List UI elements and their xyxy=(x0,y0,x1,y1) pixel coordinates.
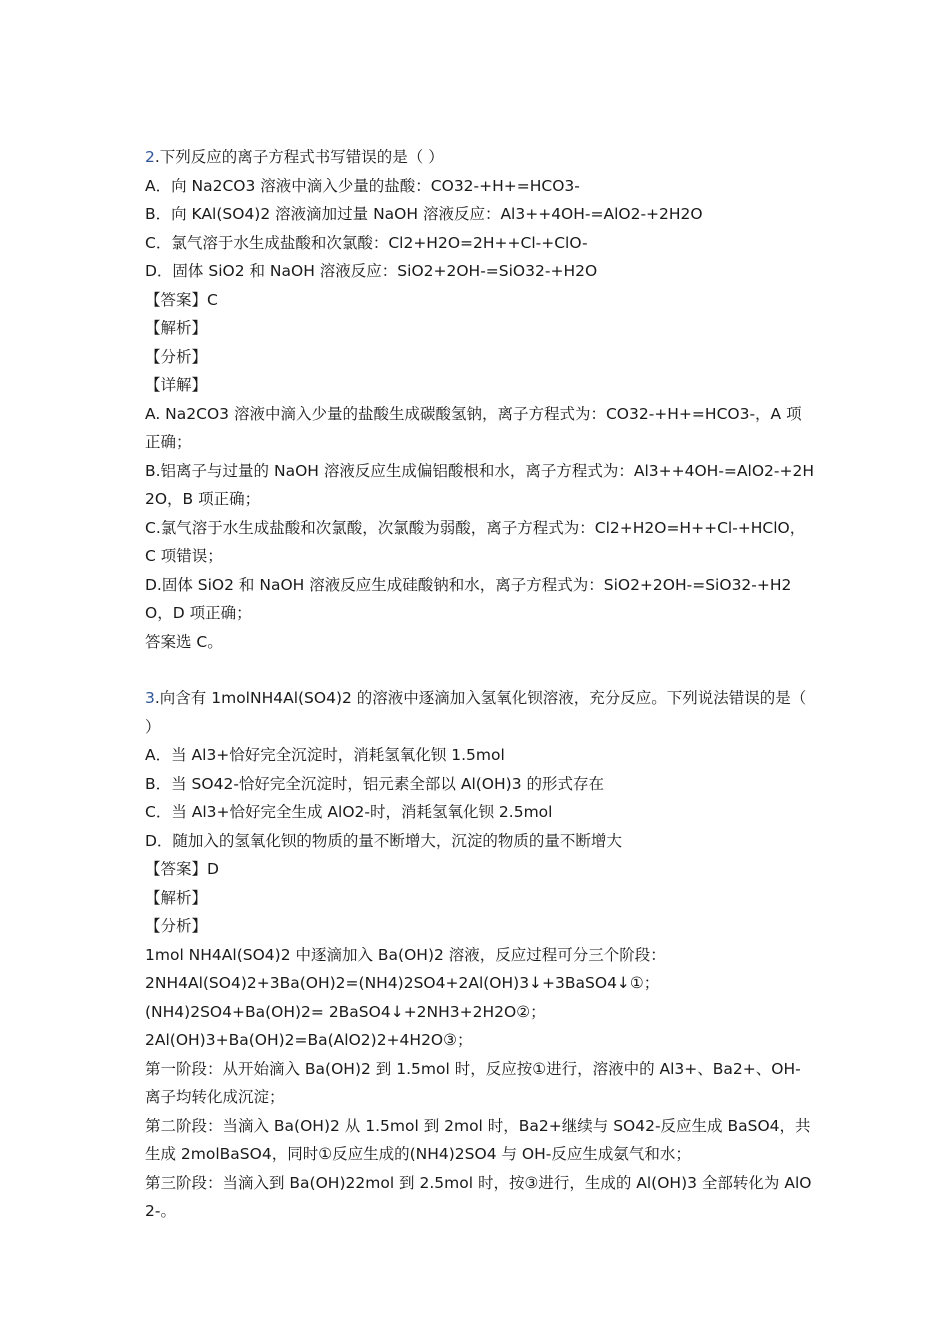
q3-stage-3: 第三阶段：当滴入到 Ba(OH)22mol 到 2.5mol 时，按③进行，生成的 Al(OH)3 全部转化为 AlO2-。 xyxy=(145,1173,812,1220)
q2-detail-b: B.铝离子与过量的 NaOH 溶液反应生成偏铝酸根和水，离子方程式为：Al3++4OH-=AlO2-+2H2O，B 项正确； xyxy=(145,461,814,508)
q2-option-c: C．氯气溶于水生成盐酸和次氯酸：Cl2+H2O=2H++Cl-+ClO- xyxy=(145,233,588,252)
q3-intro: 1mol NH4Al(SO4)2 中逐滴加入 Ba(OH)2 溶液，反应过程可分三个阶段： xyxy=(145,945,666,964)
document-page xyxy=(145,143,815,1226)
q2-option-b: B．向 KAl(SO4)2 溶液滴加过量 NaOH 溶液反应：Al3++4OH-=AlO2-+2H2O xyxy=(145,205,703,223)
q2-fenxi-heading: 【分析】 xyxy=(145,347,208,366)
q3-equation-3: 2Al(OH)3+Ba(OH)2=Ba(AlO2)2+4H2O③； xyxy=(145,1031,473,1049)
q2-detail-heading: 【详解】 xyxy=(145,376,208,394)
q2-detail-a: A. Na2CO3 溶液中滴入少量的盐酸生成碳酸氢钠，离子方程式为：CO32-+H+=HCO3-，A 项正确； xyxy=(145,404,802,451)
q3-stem: .向含有 1molNH4Al(SO4)2 的溶液中逐滴加入氢氧化钡溶液，充分反应。下列说法错误的是（ ） xyxy=(145,689,807,736)
q2-number: 2 xyxy=(145,148,155,166)
q3-answer: 【答案】D xyxy=(145,860,219,878)
q3-option-d: D．随加入的氢氧化钡的物质的量不断增大，沉淀的物质的量不断增大 xyxy=(145,831,622,850)
q2-detail-d: D.固体 SiO2 和 NaOH 溶液反应生成硅酸钠和水，离子方程式为：SiO2+2OH-=SiO32-+H2O，D 项正确； xyxy=(145,575,792,622)
q2-analysis-heading: 【解析】 xyxy=(145,319,208,337)
q3-analysis-heading: 【解析】 xyxy=(145,888,208,907)
q3-option-c: C．当 Al3+恰好完全生成 AlO2-时，消耗氢氧化钡 2.5mol xyxy=(145,803,553,821)
q2-conclusion: 答案选 C。 xyxy=(145,632,223,651)
q3-equation-2: (NH4)2SO4+Ba(OH)2= 2BaSO4↓+2NH3+2H2O②； xyxy=(145,1002,546,1021)
q2-detail-c: C.氯气溶于水生成盐酸和次氯酸，次氯酸为弱酸，离子方程式为：Cl2+H2O=H++Cl-+HClO，C 项错误； xyxy=(145,518,806,565)
q3-stage-1: 第一阶段：从开始滴入 Ba(OH)2 到 1.5mol 时，反应按①进行，溶液中的 Al3+、Ba2+、OH-离子均转化成沉淀； xyxy=(145,1059,801,1106)
q3-stage-2: 第二阶段：当滴入 Ba(OH)2 从 1.5mol 到 2mol 时，Ba2+继续与 SO42-反应生成 BaSO4，共生成 2molBaSO4，同时①反应生成的(NH4)2SO4 与 OH-反应生成氨气和水； xyxy=(145,1116,811,1163)
q3-option-b: B．当 SO42-恰好完全沉淀时，铝元素全部以 Al(OH)3 的形式存在 xyxy=(145,774,604,793)
q2-stem-line xyxy=(145,143,815,172)
q3-number: 3 xyxy=(145,689,155,707)
q3-equation-1: 2NH4Al(SO4)2+3Ba(OH)2=(NH4)2SO4+2Al(OH)3↓+3BaSO4↓①； xyxy=(145,974,660,992)
q3-stem-line xyxy=(145,684,815,741)
q3-fenxi-heading: 【分析】 xyxy=(145,917,208,935)
q2-answer: 【答案】C xyxy=(145,290,218,309)
q2-option-d: D．固体 SiO2 和 NaOH 溶液反应：SiO2+2OH-=SiO32-+H2O xyxy=(145,262,598,280)
q3-option-a: A．当 Al3+恰好完全沉淀时，消耗氢氧化钡 1.5mol xyxy=(145,746,505,764)
q2-option-a: A．向 Na2CO3 溶液中滴入少量的盐酸：CO32-+H+=HCO3- xyxy=(145,176,580,195)
question-spacer xyxy=(145,656,815,684)
q2-stem: .下列反应的离子方程式书写错误的是（ ） xyxy=(154,148,444,166)
